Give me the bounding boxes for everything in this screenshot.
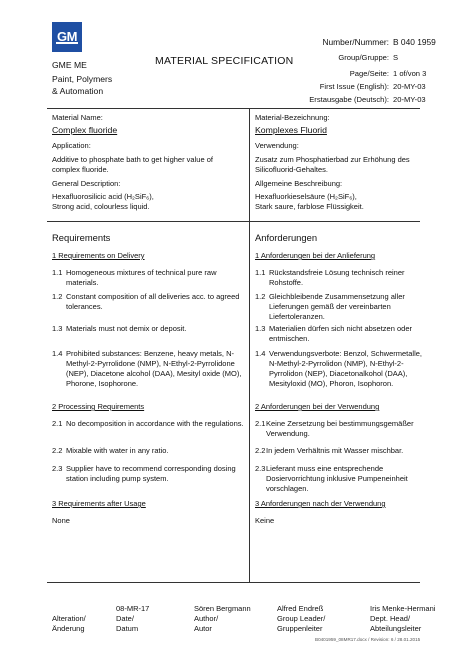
- anforderung-2-3-text: Lieferant muss eine entsprechende Dosiervorrichtung inklusive Pumpeneinheit vorschlagen.: [266, 464, 408, 493]
- verwendung-label: Verwendung:: [255, 141, 299, 150]
- requirements-section-3-title: 3 Requirements after Usage: [52, 499, 146, 508]
- requirement-1-1-number: 1.1: [52, 268, 63, 277]
- page-label: Page/Seite:: [349, 69, 389, 78]
- general-description-label: General Description:: [52, 179, 121, 188]
- document-title: MATERIAL SPECIFICATION: [155, 55, 294, 67]
- material-bezeichnung-label: Material-Bezeichnung:: [255, 113, 330, 122]
- erstausgabe-label: Erstausgabe (Deutsch):: [309, 95, 389, 104]
- material-bezeichnung-value: Komplexes Fluorid: [255, 125, 327, 135]
- requirements-column-divider: [249, 221, 250, 582]
- requirement-1-2-number: 1.2: [52, 292, 63, 301]
- document-reference: B0401959_08MR17.docx / Revision: 6 / 28.01.2015: [315, 637, 421, 642]
- department-line-1: Paint, Polymers: [52, 74, 113, 84]
- anforderungen-section-3-title: 3 Anforderungen nach der Verwendung: [255, 499, 386, 508]
- anforderung-1-4-text: Verwendungsverbote: Benzol, Schwermetalle, N-Methyl-2-Pyrrolidon (NMP), N-Ethyl-2-Pyrrolidon (NEP), Diacetonalkohol (DAA), Mesityloxid (MO), Phoron, Isophoron.: [269, 349, 423, 388]
- material-name-label: Material Name:: [52, 113, 103, 122]
- info-column-divider: [249, 108, 250, 221]
- anforderung-2-3-number: 2.3: [255, 464, 266, 473]
- erstausgabe-value: 20-MY-03: [393, 95, 426, 104]
- application-value: Additive to phosphate bath to get higher value of complex fluoride.: [52, 155, 213, 174]
- material-name-value: Complex fluoride: [52, 125, 118, 135]
- number-value: B 040 1959: [393, 37, 436, 47]
- requirement-2-1-number: 2.1: [52, 419, 63, 428]
- gm-logo: [52, 22, 82, 52]
- allgemeine-beschreibung-line-2: Stark saure, farblose Flüssigkeit.: [255, 202, 364, 211]
- general-description-line-2: Strong acid, colourless liquid.: [52, 202, 150, 211]
- requirement-1-4-text: Prohibited substances: Benzene, heavy metals, N-Methyl-2-Pyrrolidone (NMP), N-Ethyl-2-Pyrrolidone (NEP), Diacetone alcohol (DAA), Mesityl oxide (MO), Phorone, Isophorone.: [66, 349, 242, 388]
- anforderung-2-2-text: In jedem Verhältnis mit Wasser mischbar.: [266, 446, 404, 455]
- date-label-en: Date/: [116, 614, 134, 623]
- requirements-section-2-title: 2 Processing Requirements: [52, 402, 145, 411]
- requirement-1-3-number: 1.3: [52, 324, 63, 333]
- requirement-1-3-text: Materials must not demix or deposit.: [66, 324, 187, 333]
- company-name: GME ME: [52, 60, 87, 70]
- dept-head-name: Iris Menke-Hermani: [370, 604, 436, 613]
- footer-divider: [47, 582, 420, 583]
- date-value: 08-MR-17: [116, 604, 150, 613]
- allgemeine-beschreibung-label: Allgemeine Beschreibung:: [255, 179, 343, 188]
- dept-head-label-en: Dept. Head/: [370, 614, 411, 623]
- author-label-en: Author/: [194, 614, 219, 623]
- verwendung-value: Zusatz zum Phosphatierbad zur Erhöhung des Silicofluorid-Gehaltes.: [255, 155, 410, 174]
- info-divider: [47, 221, 420, 222]
- requirements-section-3-value: None: [52, 516, 70, 525]
- requirement-2-3-text: Supplier have to recommend corresponding dosing station including pump system.: [66, 464, 236, 483]
- alteration-label-en: Alteration/: [52, 614, 86, 623]
- requirement-2-2-text: Mixable with water in any ratio.: [66, 446, 169, 455]
- group-leader-name: Alfred Endreß: [277, 604, 324, 613]
- requirements-section-1-title: 1 Requirements on Delivery: [52, 251, 145, 260]
- requirements-heading: Requirements: [52, 232, 111, 243]
- anforderungen-section-2-title: 2 Anforderungen bei der Verwendung: [255, 402, 380, 411]
- page-value: 1 of/von 3: [393, 69, 427, 78]
- date-label-de: Datum: [116, 624, 139, 633]
- requirement-1-2-text: Constant composition of all deliveries acc. to agreed tolerances.: [66, 292, 240, 311]
- requirement-2-3-number: 2.3: [52, 464, 63, 473]
- header-divider: [47, 108, 420, 109]
- department-line-2: & Automation: [52, 86, 104, 96]
- group-leader-label-en: Group Leader/: [277, 614, 326, 623]
- anforderung-1-2-text: Gleichbleibende Zusammensetzung aller Lieferungen gemäß der vereinbarten Liefertoleranzen.: [269, 292, 405, 321]
- requirement-1-1-text: Homogeneous mixtures of technical pure raw materials.: [66, 268, 217, 287]
- anforderung-1-3-number: 1.3: [255, 324, 266, 333]
- requirement-2-1-text: No decomposition in accordance with the regulations.: [66, 419, 244, 428]
- author-name: Sören Bergmann: [194, 604, 251, 613]
- group-label: Group/Gruppe:: [338, 53, 389, 62]
- alteration-label-de: Änderung: [52, 624, 85, 633]
- general-description-line-1: Hexafluorosilicic acid (H₂SiF₆),: [52, 192, 154, 201]
- group-value: S: [393, 53, 399, 62]
- anforderung-2-1-number: 2.1: [255, 419, 266, 428]
- requirement-2-2-number: 2.2: [52, 446, 63, 455]
- group-leader-label-de: Gruppenleiter: [277, 624, 323, 633]
- anforderung-2-2-number: 2.2: [255, 446, 266, 455]
- requirement-1-4-number: 1.4: [52, 349, 63, 358]
- anforderungen-heading: Anforderungen: [255, 232, 318, 243]
- allgemeine-beschreibung-line-1: Hexafluorkieselsäure (H₂SiF₆),: [255, 192, 357, 201]
- anforderung-2-1-text: Keine Zersetzung bei bestimmungsgemäßer Verwendung.: [266, 419, 414, 438]
- first-issue-label: First Issue (English):: [319, 82, 389, 91]
- first-issue-value: 20-MY-03: [393, 82, 426, 91]
- author-label-de: Autor: [194, 624, 212, 633]
- application-label: Application:: [52, 141, 91, 150]
- number-label: Number/Nummer:: [322, 37, 389, 47]
- anforderung-1-1-number: 1.1: [255, 268, 266, 277]
- anforderungen-section-1-title: 1 Anforderungen bei der Anlieferung: [255, 251, 376, 260]
- anforderung-1-1-text: Rückstandsfreie Lösung technisch reiner Rohstoffe.: [269, 268, 405, 287]
- anforderung-1-3-text: Materialien dürfen sich nicht absetzen oder entmischen.: [269, 324, 412, 343]
- gm-logo-text: GM: [57, 28, 77, 44]
- anforderungen-section-3-value: Keine: [255, 516, 275, 525]
- anforderung-1-4-number: 1.4: [255, 349, 266, 358]
- dept-head-label-de: Abteilungsleiter: [370, 624, 422, 633]
- anforderung-1-2-number: 1.2: [255, 292, 266, 301]
